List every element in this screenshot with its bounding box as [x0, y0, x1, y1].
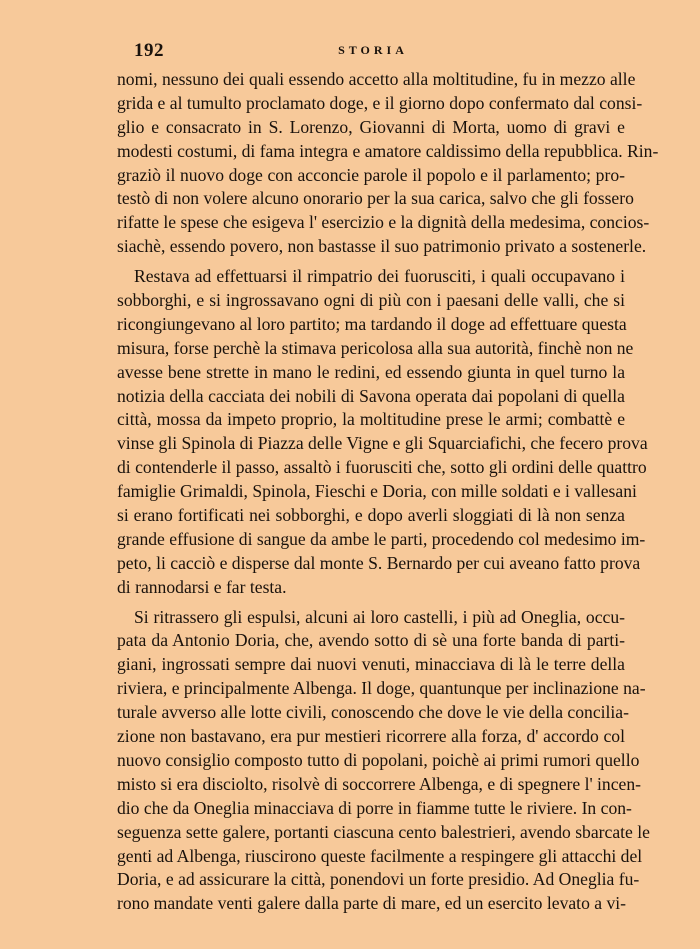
text-line: turale avverso alle lotte civili, conoscendo che dove le vie della concilia-	[117, 702, 629, 723]
text-line: siachè, essendo povero, non bastasse il suo patrimonio privato a sostenerle.	[117, 236, 647, 257]
text-line: riviera, e principalmente Albenga. Il doge, quantunque per inclinazione na-	[117, 678, 646, 699]
text-line: grida e al tumulto proclamato doge, e il giorno dopo confermato dal consi-	[117, 92, 643, 113]
text-line: famiglie Grimaldi, Spinola, Fieschi e Doria, con mille soldati e i vallesani	[117, 481, 637, 502]
running-title: STORIA	[338, 43, 408, 57]
text-line: nomi, nessuno dei quali essendo accetto alla moltitudine, fu in mezzo alle	[117, 69, 636, 89]
text-line: pata da Antonio Doria, che, avendo sotto di sè una forte banda di parti-	[117, 630, 625, 651]
text-line: notizia della cacciata dei nobili di Savona operata dai popolani di quella	[117, 385, 625, 406]
body-text	[117, 68, 659, 916]
text-line: testò di non volere alcuno onorario per la sua carica, salvo che gli fossero	[117, 188, 634, 209]
page-number: 192	[134, 40, 164, 61]
text-line: ricongiungevano al loro partito; ma tardando il doge ad effettuare questa	[117, 313, 627, 334]
text-line: misura, forse perchè la stimava pericolosa alla sua autorità, finchè non ne	[117, 337, 634, 358]
text-line: genti ad Albenga, riuscirono queste facilmente a respingere gli attacchi del	[117, 845, 643, 866]
page-header	[134, 40, 612, 64]
text-line: sobborghi, e si ingrossavano ogni di più con i paesani delle valli, che si	[117, 290, 625, 311]
text-line: Doria, e ad assicurare la città, ponendovi un forte presidio. Ad Oneglia fu-	[117, 869, 640, 890]
text-line: modesti costumi, di fama integra e amatore caldissimo della repubblica. Rin-	[117, 140, 659, 161]
text-line: glio e consacrato in S. Lorenzo, Giovanni di Morta, uomo di gravi e	[117, 116, 625, 137]
text-line: zione non bastavano, era pur mestieri ricorrere alla forza, d' accordo col	[117, 726, 625, 747]
text-line: avesse bene strette in mano le redini, ed essendo giunta in quel turno la	[117, 361, 625, 382]
text-line: vinse gli Spinola di Piazza delle Vigne e gli Squarciafichi, che fecero prova	[117, 433, 648, 454]
text-line: nuovo consiglio composto tutto di popolani, poichè ai primi rumori quello	[117, 749, 640, 770]
text-line: rifatte le spese che esigeva l' esercizio e la dignità della medesima, concios-	[117, 212, 650, 233]
text-line: giani, ingrossati sempre dai nuovi venuti, minacciava di là le terre della	[117, 654, 625, 675]
text-line: seguenza sette galere, portanti ciascuna cento balestrieri, avendo sbarcate le	[117, 821, 650, 842]
text-line: rono mandate venti galere dalla parte di mare, ed un esercito levato a vi-	[117, 893, 627, 914]
paragraph	[117, 68, 659, 259]
text-line: città, mossa da impeto proprio, la moltitudine prese le armi; combattè e	[117, 409, 625, 430]
text-line: si erano fortificati nei sobborghi, e dopo averli sloggiati di là non senza	[117, 505, 625, 526]
text-line: peto, li cacciò e disperse dal monte S. Bernardo per cui aveano fatto prova	[117, 552, 641, 573]
text-line: Si ritrassero gli espulsi, alcuni ai loro castelli, i più ad Oneglia, occu-	[134, 606, 625, 627]
paragraph	[117, 265, 648, 599]
text-line: dio che da Oneglia minacciava di porre in fiamme tutte le riviere. In con-	[117, 797, 632, 818]
text-line: di rannodarsi e far testa.	[117, 576, 287, 597]
text-line: di contenderle il passo, assaltò i fuorusciti che, sotto gli ordini delle quattro	[117, 457, 647, 478]
text-line: misto si era disciolto, risolvè di soccorrere Albenga, e di spegnere l' incen-	[117, 773, 641, 794]
text-line: Restava ad effettuarsi il rimpatrio dei fuorusciti, i quali occupavano i	[134, 266, 625, 287]
text-line: graziò il nuovo doge con acconcie parole il popolo e il parlamento; pro-	[117, 164, 625, 185]
text-line: grande effusione di sangue da ambe le parti, procedendo col medesimo im-	[117, 528, 646, 549]
paragraph	[117, 606, 650, 917]
